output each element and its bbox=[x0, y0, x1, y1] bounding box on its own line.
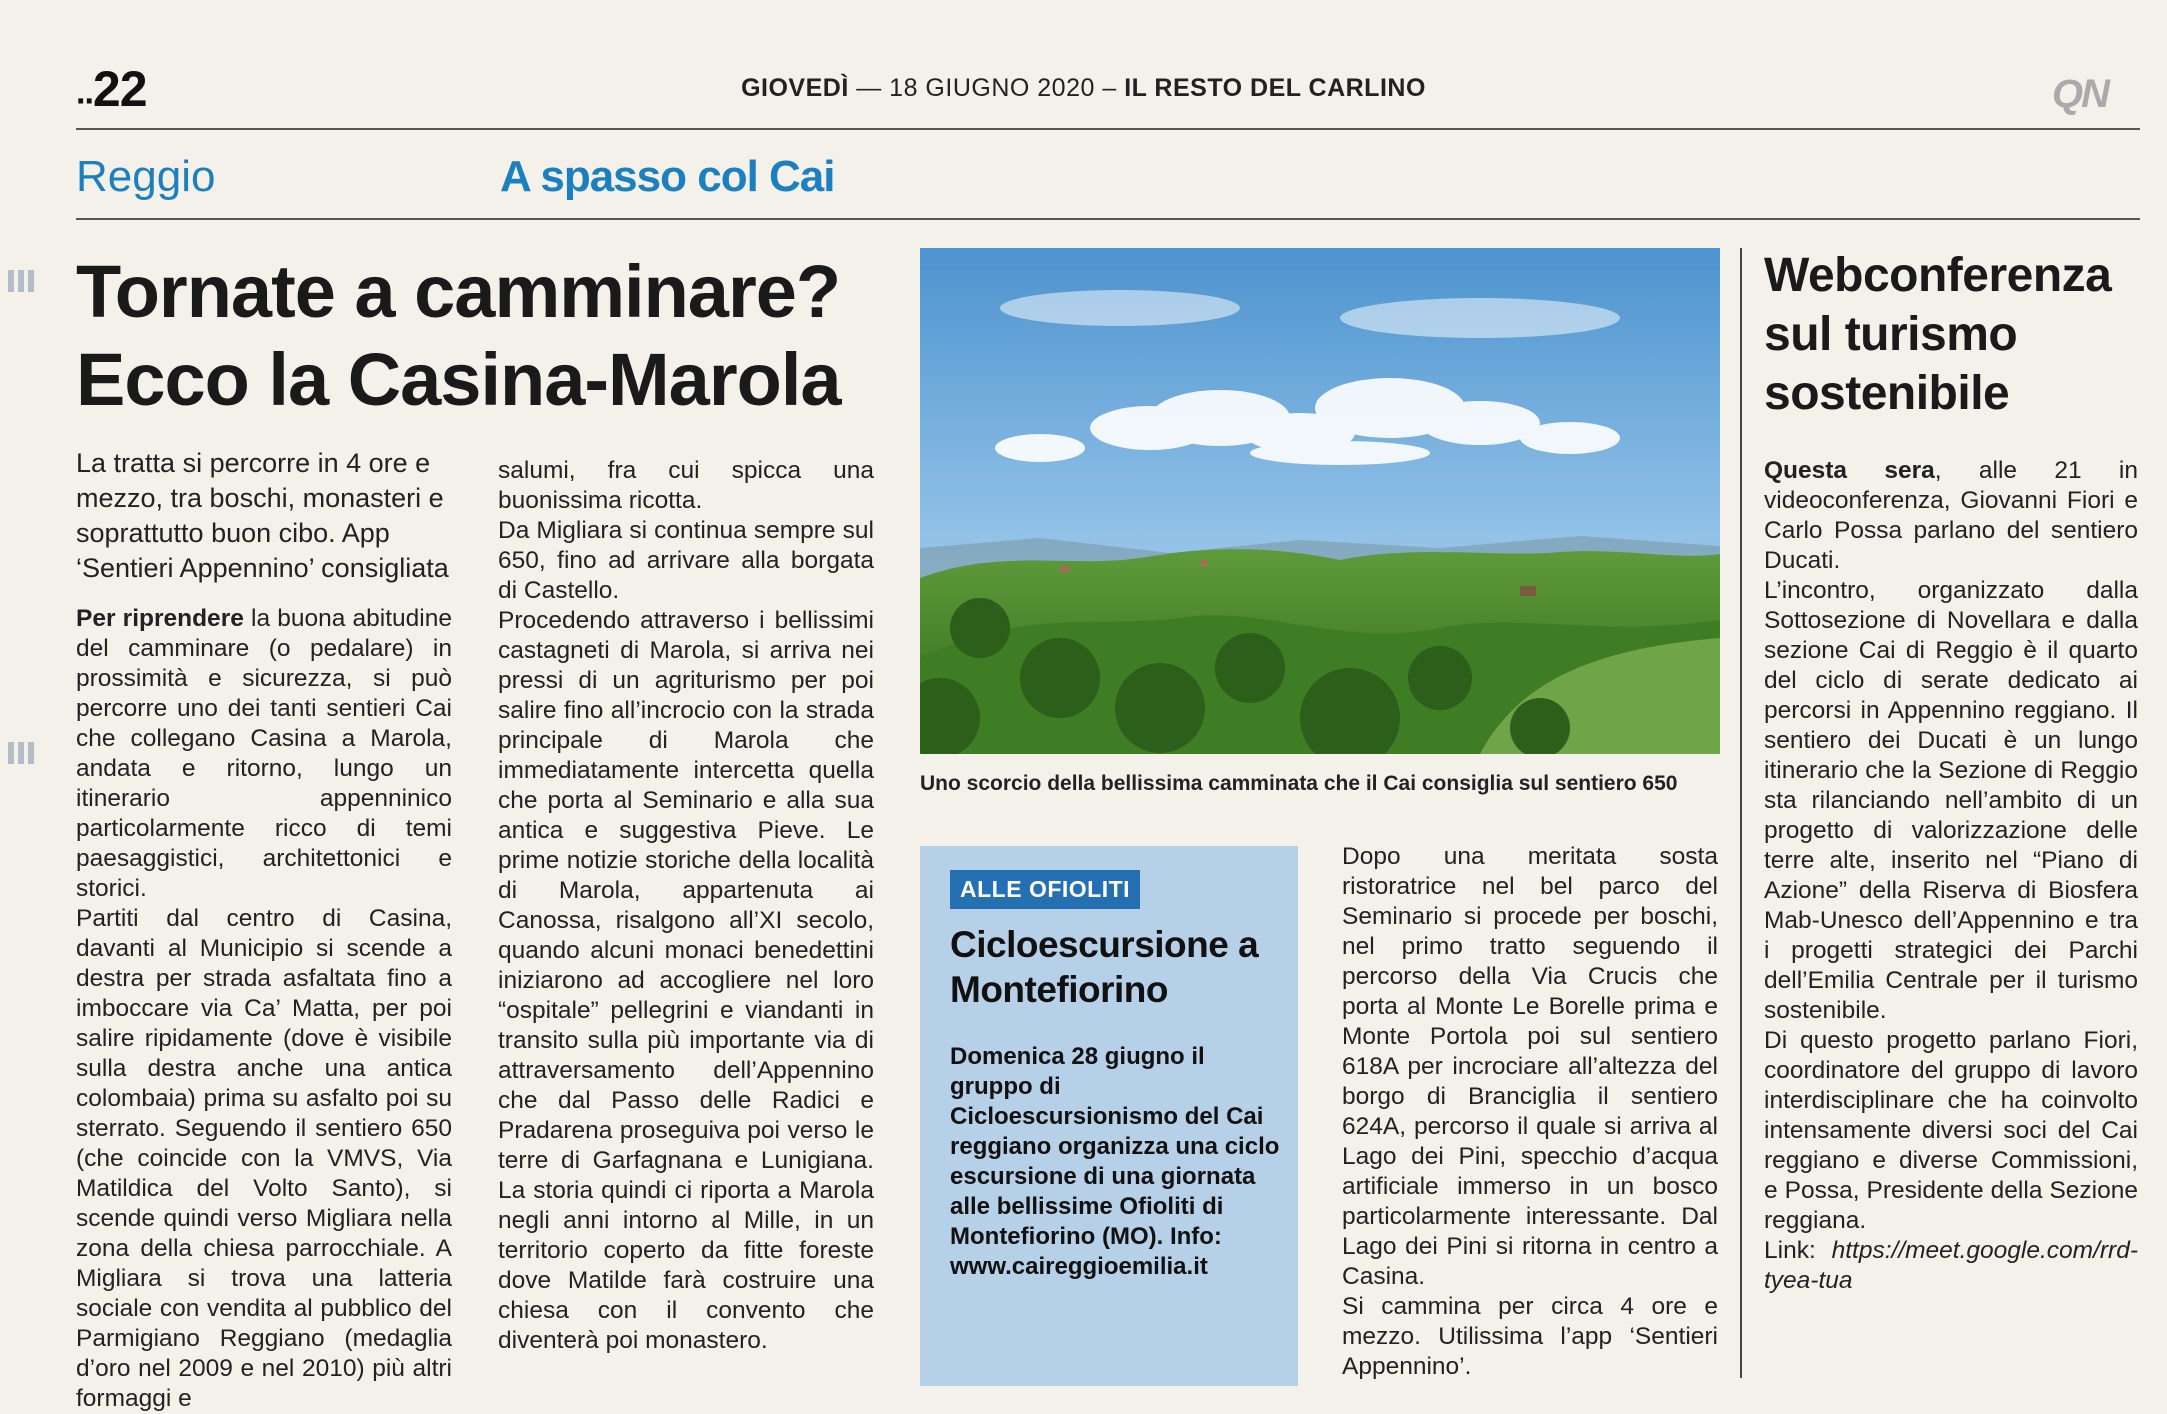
sidebar-headline: Webconferenza sul turismo sostenibile bbox=[1764, 249, 2112, 420]
sidebar-column: Questa sera, alle 21 in videoconferenza, Giovanni Fiori e Carlo Possa parlano del sentiero Ducati. L’incontro, organizzato dalla Sottosezione di Novellara e dalla sezione Cai di Reggio è il quarto del ciclo di serate dedicato ai percorsi in Appennino reggiano. Il sentiero dei Ducati è un lungo itinerario che la Sezione di Reggio sta rilanciando nell’ambito di un progetto di valorizzazione delle terre alte, inserito nel “Piano di Azione” della Riserva di Biosfera Mab-Unesco dell’Appennino e tra i progetti strategici dei Parchi dell’Emilia Centrale per il turismo sostenibile. Di questo progetto parlano Fiori, coordinatore del gruppo di lavoro interdisciplinare che ha coinvolto intensamente diversi soci del Cai reggiano e diverse Commissioni, e Possa, Presidente della Sezione reggiana. Link: https://meet.google.com/rrd-tyea-tua bbox=[1764, 457, 2139, 1294]
sidebar-rule bbox=[1740, 248, 1742, 1378]
box-title: Cicloescursione a Montefiorino bbox=[950, 924, 1259, 1010]
landscape-photo bbox=[920, 248, 1720, 754]
article-summary: La tratta si percorre in 4 ore e mezzo, tra boschi, monasteri e soprattutto buon cibo. App ‘Sentieri Appennino’ consigliata bbox=[76, 448, 449, 583]
hills-forest-image bbox=[920, 248, 1720, 754]
article-column-1: Per riprendere la buona abitudine del camminare (o pedalare) in prossimità e sicurezza, si può percorre uno dei tanti sentieri Cai che collegano Casina a Marola, andata e ritorno, lungo un itinerario appenninico particolarmente ricco di temi paesaggistici, architettonici e storici. Partiti dal centro di Casina, davanti al Municipio si scende a destra per strada asfaltata fino a imboccare via Ca’ Matta, per poi salire ripidamente (dove è visibile sulla destra anche una antica colombaia) prima su asfalto poi su sterrato. Seguendo il sentiero 650 (che coincide con la VMVS, Via Matildica del Volto Santo), si scende quindi verso Migliara nella zona della chiesa parrocchiale. A Migliara si trova una latteria sociale con vendita al pubblico del Parmigiano Reggiano (medaglia d’oro nel 2009 e nel 2010) più altri formaggi e bbox=[76, 605, 452, 1412]
scan-mark bbox=[8, 742, 34, 764]
article-column-3: Dopo una meritata sosta ristoratrice nel bel parco del Seminario si procede per boschi, nel primo tratto seguendo il percorso della Via Crucis che porta al Monte Le Borelle prima e Monte Portola poi sul sentiero 618A per incrociare all’altezza del borgo di Branciglia il sentiero 624A, percorso il quale si arriva al Lago dei Pini, specchio d’acqua artificiale immerso in un bosco particolarmente interessante. Dal Lago dei Pini si ritorna in centro a Casina. Si cammina per circa 4 ore e mezzo. Utilissima l’app ‘Sentieri Appennino’. bbox=[1342, 843, 1718, 1380]
header-rule bbox=[76, 128, 2140, 130]
qn-logo: QN bbox=[2052, 72, 2108, 116]
section-rule bbox=[76, 218, 2140, 220]
masthead: GIOVEDÌ — 18 GIUGNO 2020 – IL RESTO DEL CARLINO bbox=[741, 74, 1426, 102]
scan-mark bbox=[8, 270, 34, 292]
headline: Tornate a camminare? Ecco la Casina-Marola bbox=[76, 250, 841, 421]
lead-in: Per riprendere bbox=[76, 605, 244, 632]
box-body: Domenica 28 giugno il gruppo di Cicloescursionismo del Cai reggiano organizza una ciclo escursione di una giornata alle bellissime Ofioliti di Montefiorino (MO). Info: www.caireggioemilia.it bbox=[950, 1043, 1280, 1280]
box-badge: ALLE OFIOLITI bbox=[950, 870, 1140, 909]
sidebar-lead-in: Questa sera bbox=[1764, 457, 1935, 484]
kicker: A spasso col Cai bbox=[500, 152, 835, 201]
photo-caption: Uno scorcio della bellissima camminata che il Cai consiglia sul sentiero 650 bbox=[920, 772, 1678, 795]
page-number: ..22 bbox=[76, 61, 147, 117]
article-column-2: salumi, fra cui spicca una buonissima ricotta. Da Migliara si continua sempre sul 650, fino ad arrivare alla borgata di Castello. Procedendo attraverso i bellissimi castagneti di Marola, si arriva nei pressi di un agriturismo per poi salire fino all’incrocio con la strada principale di Marola che immediatamente intercetta quella che porta al Seminario e alla sua antica e suggestiva Pieve. Le prime notizie storiche della località di Marola, appartenuta ai Canossa, risalgono all’XI secolo, quando alcuni monaci benedettini iniziarono ad accogliere nel loro “ospitale” pellegrini e viandanti in transito sulla più importante via di attraversamento dell’Appennino che dal Passo delle Radici e Pradarena proseguiva poi verso le terre di Garfagnana e Lunigiana. La storia quindi ci riporta a Marola negli anni intorno al Mille, in un territorio coperto da fitte foreste dove Matilde farà costruire una chiesa con il convento che diventerà poi monastero. bbox=[498, 457, 874, 1354]
section-label: Reggio bbox=[76, 152, 216, 201]
meeting-link[interactable]: https://meet.google.com/rrd-tyea-tua bbox=[1764, 1237, 2138, 1294]
